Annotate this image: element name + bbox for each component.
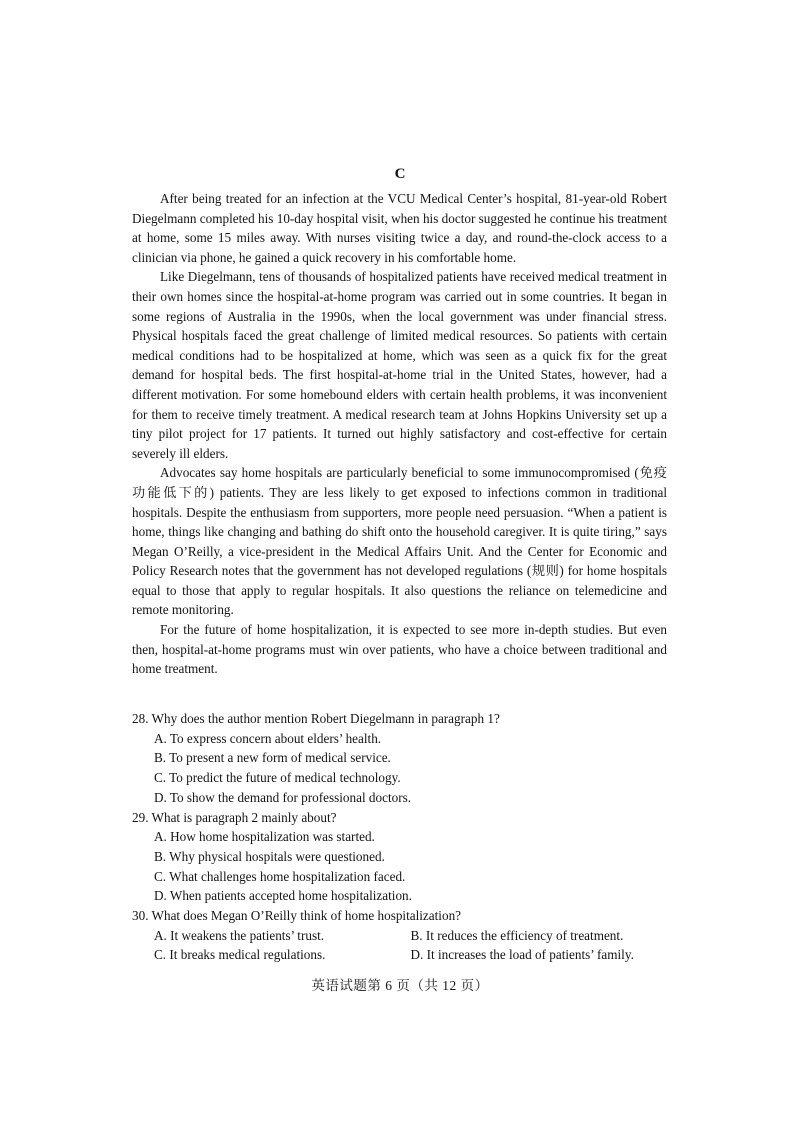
- paragraph-3: Advocates say home hospitals are particularly beneficial to some immunocompromised (免疫功能低下的) patients. They are less likely to get exposed to infections common in traditional hospitals. Despite the enthusiasm from supporters, more people need persuasion. “When a patient is home, things like changing and bathing do shift onto the household caregiver. It is quite tiring,” says Megan O’Reilly, a vice-president in the Medical Affairs Unit. And the Center for Economic and Policy Research notes that the government has not developed regulations (规则) for home hospitals equal to those that apply to regular hospitals. It also questions the reliance on telemedicine and remote monitoring.: [132, 465, 667, 618]
- option-b: B. To present a new form of medical service.: [154, 750, 391, 766]
- page-footer: 英语试题第 6 页（共 12 页）: [311, 978, 489, 993]
- question-28: [132, 709, 667, 808]
- question-stem: 28. Why does the author mention Robert Diegelmann in paragraph 1?: [132, 711, 500, 726]
- section-heading: C: [394, 166, 406, 182]
- option-a: A. To express concern about elders’ health.: [154, 730, 382, 746]
- option-c: C. It breaks medical regulations.: [154, 947, 326, 963]
- option-d: D. When patients accepted home hospitalization.: [154, 888, 412, 904]
- option-c: C. To predict the future of medical technology.: [154, 770, 401, 786]
- question-stem: 29. What is paragraph 2 mainly about?: [132, 809, 337, 825]
- option-row: [132, 926, 667, 946]
- question-stem: 30. What does Megan O’Reilly think of home hospitalization?: [132, 908, 462, 924]
- option-a: A. It weakens the patients’ trust.: [154, 927, 325, 943]
- paragraph-1: After being treated for an infection at the VCU Medical Center’s hospital, 81-year-old Robert Diegelmann completed his 10-day hospital visit, when his doctor suggested he continue his treatment at home, some 15 miles away. With nurses visiting twice a day, and round-the-clock access to a clinician via phone, he gained a quick recovery in his comfortable home.: [132, 191, 667, 265]
- option-a: A. How home hospitalization was started.: [154, 829, 375, 845]
- question-30: [132, 906, 667, 965]
- option-row: [132, 945, 667, 965]
- option-d: D. To show the demand for professional doctors.: [154, 789, 412, 805]
- question-29: [132, 808, 667, 907]
- reading-passage: [132, 189, 667, 679]
- paragraph-4: For the future of home hospitalization, it is expected to see more in-depth studies. But even then, hospital-at-home programs must win over patients, who have a choice between traditional and home treatment.: [132, 622, 667, 677]
- paragraph-2: Like Diegelmann, tens of thousands of hospitalized patients have received medical treatment in their own homes since the hospital-at-home program was carried out in some countries. It began in some regions of Australia in the 1990s, when the local government was under financial stress. Physical hospitals faced the great challenge of limited medical resources. So patients with certain medical conditions had to be hospitalized at home, which was seen as a quick fix for the great demand for hospital beds. The first hospital-at-home trial in the United States, however, had a different motivation. For some homebound elders with certain health problems, it was inconvenient for them to receive timely treatment. A medical research team at Johns Hopkins University set up a tiny pilot project for 17 patients. It turned out highly satisfactory and cost-effective for certain severely ill elders.: [132, 269, 667, 461]
- option-c: C. What challenges home hospitalization faced.: [154, 868, 406, 884]
- question-list: [132, 709, 667, 965]
- option-d: D. It increases the load of patients’ family.: [410, 947, 634, 963]
- option-b: B. It reduces the efficiency of treatment.: [410, 927, 624, 943]
- option-b: B. Why physical hospitals were questioned.: [154, 848, 385, 864]
